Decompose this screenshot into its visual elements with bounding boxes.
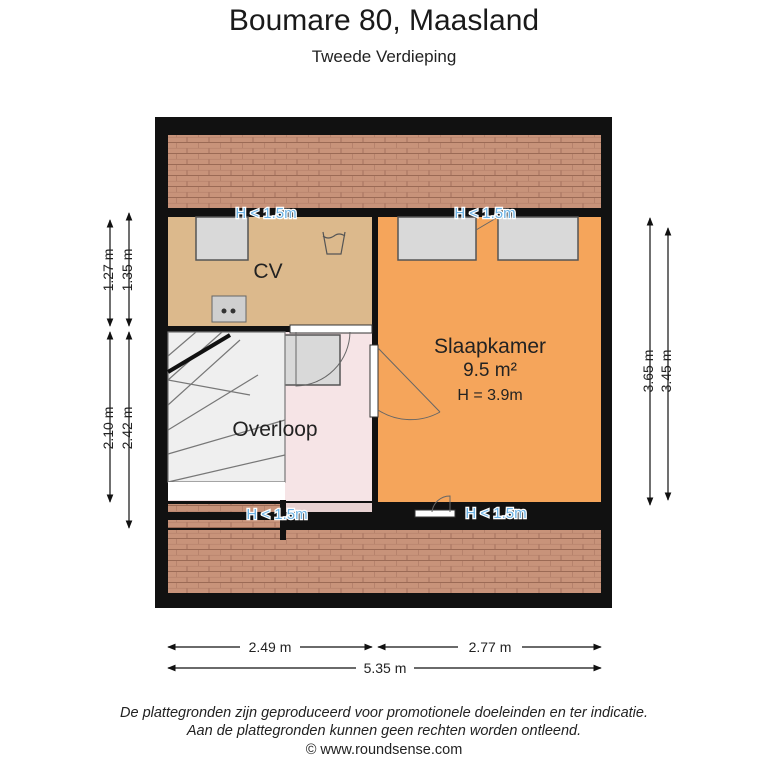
disclaimer-line-2: Aan de plattegronden kunnen geen rechten worden ontleend.	[186, 723, 582, 739]
room-label-bedroom: Slaapkamer	[433, 335, 547, 358]
page-subtitle: Tweede Verdieping	[311, 47, 457, 66]
dim-left-outer-1: 1.35 m	[119, 248, 135, 292]
room-area-bedroom: 9.5 m²	[463, 360, 517, 381]
height-note-bottom-right: H < 1.5m	[465, 505, 527, 522]
wall-bottom-inner	[168, 512, 601, 520]
skylight-bedroom-1	[398, 217, 476, 260]
dim-bottom-right: 2.77 m	[468, 639, 512, 655]
room-label-landing: Overloop	[232, 418, 318, 441]
height-note-bottom-left: H < 1.5m	[246, 506, 308, 523]
staircase	[168, 332, 285, 500]
dim-left-inner-1: 1.27 m	[100, 248, 116, 292]
dim-right-outer: 3.45 m	[658, 349, 674, 393]
roof-top	[168, 135, 601, 208]
dim-bottom-total: 5.35 m	[363, 660, 407, 676]
skylight-bedroom-2	[498, 217, 578, 260]
dim-right-inner: 3.65 m	[640, 349, 656, 393]
wall-top-inner	[168, 208, 601, 217]
skylight-cv	[196, 217, 248, 260]
room-label-cv: CV	[253, 260, 283, 283]
disclaimer-line-1: De plattegronden zijn geproduceerd voor promotionele doeleinden en ter indicatie.	[120, 705, 648, 721]
boiler-icon	[212, 296, 246, 322]
room-height-bedroom: H = 3.9m	[457, 387, 523, 404]
height-note-top-left: H < 1.5m	[235, 205, 297, 222]
page-title: Boumare 80, Maasland	[228, 4, 540, 37]
dim-bottom-left: 2.49 m	[248, 639, 292, 655]
copyright: © www.roundsense.com	[305, 742, 463, 758]
height-note-top-right: H < 1.5m	[454, 205, 516, 222]
dim-left-outer-2: 2.42 m	[119, 406, 135, 450]
dim-left-inner-2: 2.10 m	[100, 406, 116, 450]
roof-bottom	[168, 530, 601, 593]
